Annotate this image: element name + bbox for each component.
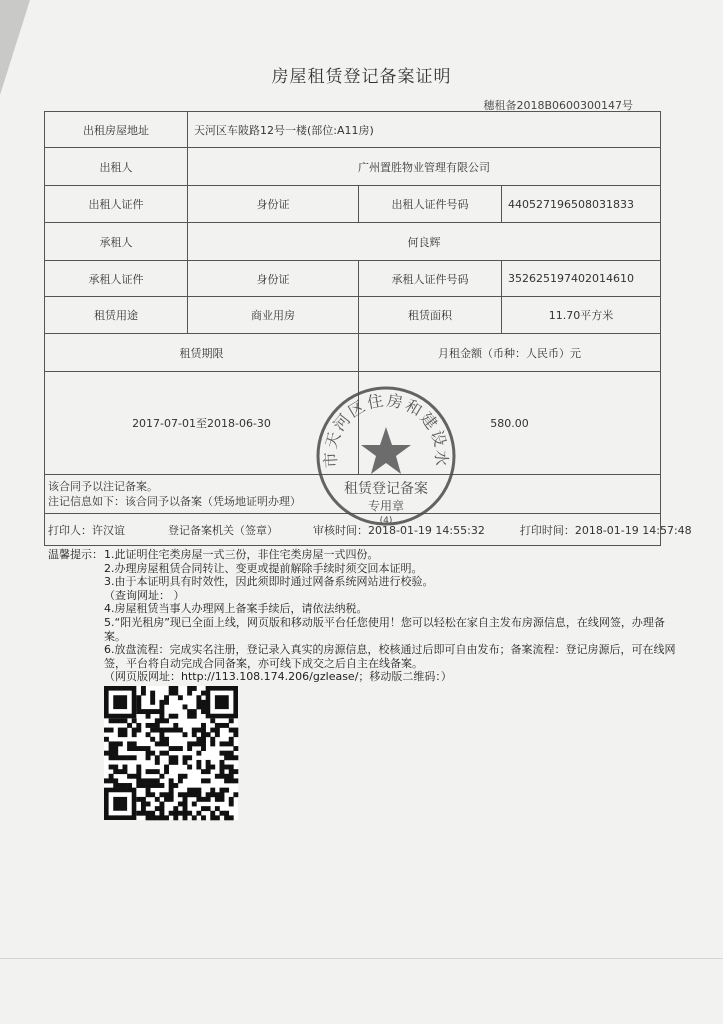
lessor-cert-label: 出租人证件 bbox=[45, 186, 188, 223]
record-number: 穗租备2018B0600300147号 bbox=[483, 99, 633, 112]
seal-outer-text: 市天河区住房和建设水 bbox=[320, 390, 452, 469]
lessee-value: 何良辉 bbox=[188, 223, 661, 261]
notes-section bbox=[44, 548, 684, 684]
list-item: 4.房屋租赁当事人办理网上备案手续后，请依法纳税。 bbox=[104, 602, 368, 616]
notes-heading: 温馨提示： bbox=[48, 548, 103, 561]
area-label: 租赁面积 bbox=[359, 297, 502, 334]
list-item: （网页版网址：http://113.108.174.206/gzlease/；移动版二维码：） bbox=[104, 670, 452, 684]
lessor-cert-no-label: 出租人证件号码 bbox=[359, 186, 502, 223]
list-item: 5.“阳光租房”现已全面上线，网页版和移动版平台任您使用！您可以轻松在家自主发布房源信息，在线网签，办理备案。 bbox=[104, 615, 665, 643]
print-time: 打印时间：2018-01-19 14:57:48 bbox=[519, 523, 692, 537]
authority: 登记备案机关（签章） bbox=[168, 523, 278, 537]
list-item: 3.由于本证明具有时效性，因此须即时通过网备系统网站进行校验。 bbox=[104, 575, 434, 589]
lessor-label: 出租人 bbox=[45, 148, 188, 186]
use-value: 商业用房 bbox=[188, 297, 359, 334]
lessor-cert-type: 身份证 bbox=[188, 186, 359, 223]
list-item: 6.放盘流程：完成实名注册，登记录入真实的房源信息，校核通过后即可自由发布；备案流程：登记房源后，可在线网签，平台将自动完成合同备案，亦可线下成交之后自主在线备案。 bbox=[104, 643, 676, 670]
lessee-cert-type: 身份证 bbox=[188, 261, 359, 297]
seal-number: (4) bbox=[379, 516, 393, 526]
address-value: 天河区车陂路12号一楼(部位:A11房) bbox=[188, 112, 661, 148]
table-row bbox=[45, 297, 661, 334]
table-row bbox=[45, 261, 661, 297]
period-value: 2017-07-01至2018-06-30 bbox=[45, 372, 359, 475]
list-item: 2.办理房屋租赁合同转让、变更或提前解除手续时须交回本证明。 bbox=[104, 561, 423, 575]
lessee-label: 承租人 bbox=[45, 223, 188, 261]
table-row bbox=[45, 112, 661, 148]
list-item: （查询网址： ） bbox=[104, 588, 185, 602]
rent-label: 月租金额（币种：人民币）元 bbox=[359, 334, 661, 372]
table-row bbox=[45, 186, 661, 223]
address-label: 出租房屋地址 bbox=[45, 112, 188, 148]
lessee-cert-no-label: 承租人证件号码 bbox=[359, 261, 502, 297]
lessor-value: 广州置胜物业管理有限公司 bbox=[188, 148, 661, 186]
remark-line-2: 注记信息如下：该合同予以备案（凭场地证明办理） bbox=[48, 495, 301, 508]
area-value: 11.70平方米 bbox=[502, 297, 661, 334]
table-row bbox=[45, 223, 661, 261]
lessee-cert-no: 352625197402014610 bbox=[502, 261, 661, 297]
official-seal bbox=[310, 380, 462, 532]
use-label: 租赁用途 bbox=[45, 297, 188, 334]
table-row bbox=[45, 334, 661, 372]
seal-inner-text: 租赁登记备案 bbox=[344, 481, 428, 497]
scan-edge-line bbox=[0, 958, 723, 959]
table-row bbox=[45, 148, 661, 186]
notes-list bbox=[44, 548, 684, 684]
document-title: 房屋租赁登记备案证明 bbox=[271, 67, 452, 87]
seal-bottom-text: 专用章 bbox=[367, 499, 405, 513]
lessee-cert-label: 承租人证件 bbox=[45, 261, 188, 297]
printer: 打印人：许汉谊 bbox=[48, 523, 125, 537]
review-time: 审核时间：2018-01-19 14:55:32 bbox=[313, 523, 485, 537]
qr-code bbox=[104, 686, 238, 820]
rent-value: 580.00 bbox=[359, 372, 661, 475]
seal-graphic bbox=[310, 380, 462, 532]
qr-code-graphic bbox=[104, 686, 238, 820]
seal-star-icon bbox=[361, 427, 411, 474]
list-item: 1.此证明住宅类房屋一式三份，非住宅类房屋一式四份。 bbox=[104, 548, 379, 561]
period-label: 租赁期限 bbox=[45, 334, 359, 372]
remark-line-1: 该合同予以注记备案。 bbox=[48, 480, 158, 493]
lessor-cert-no: 440527196508031833 bbox=[502, 186, 661, 223]
